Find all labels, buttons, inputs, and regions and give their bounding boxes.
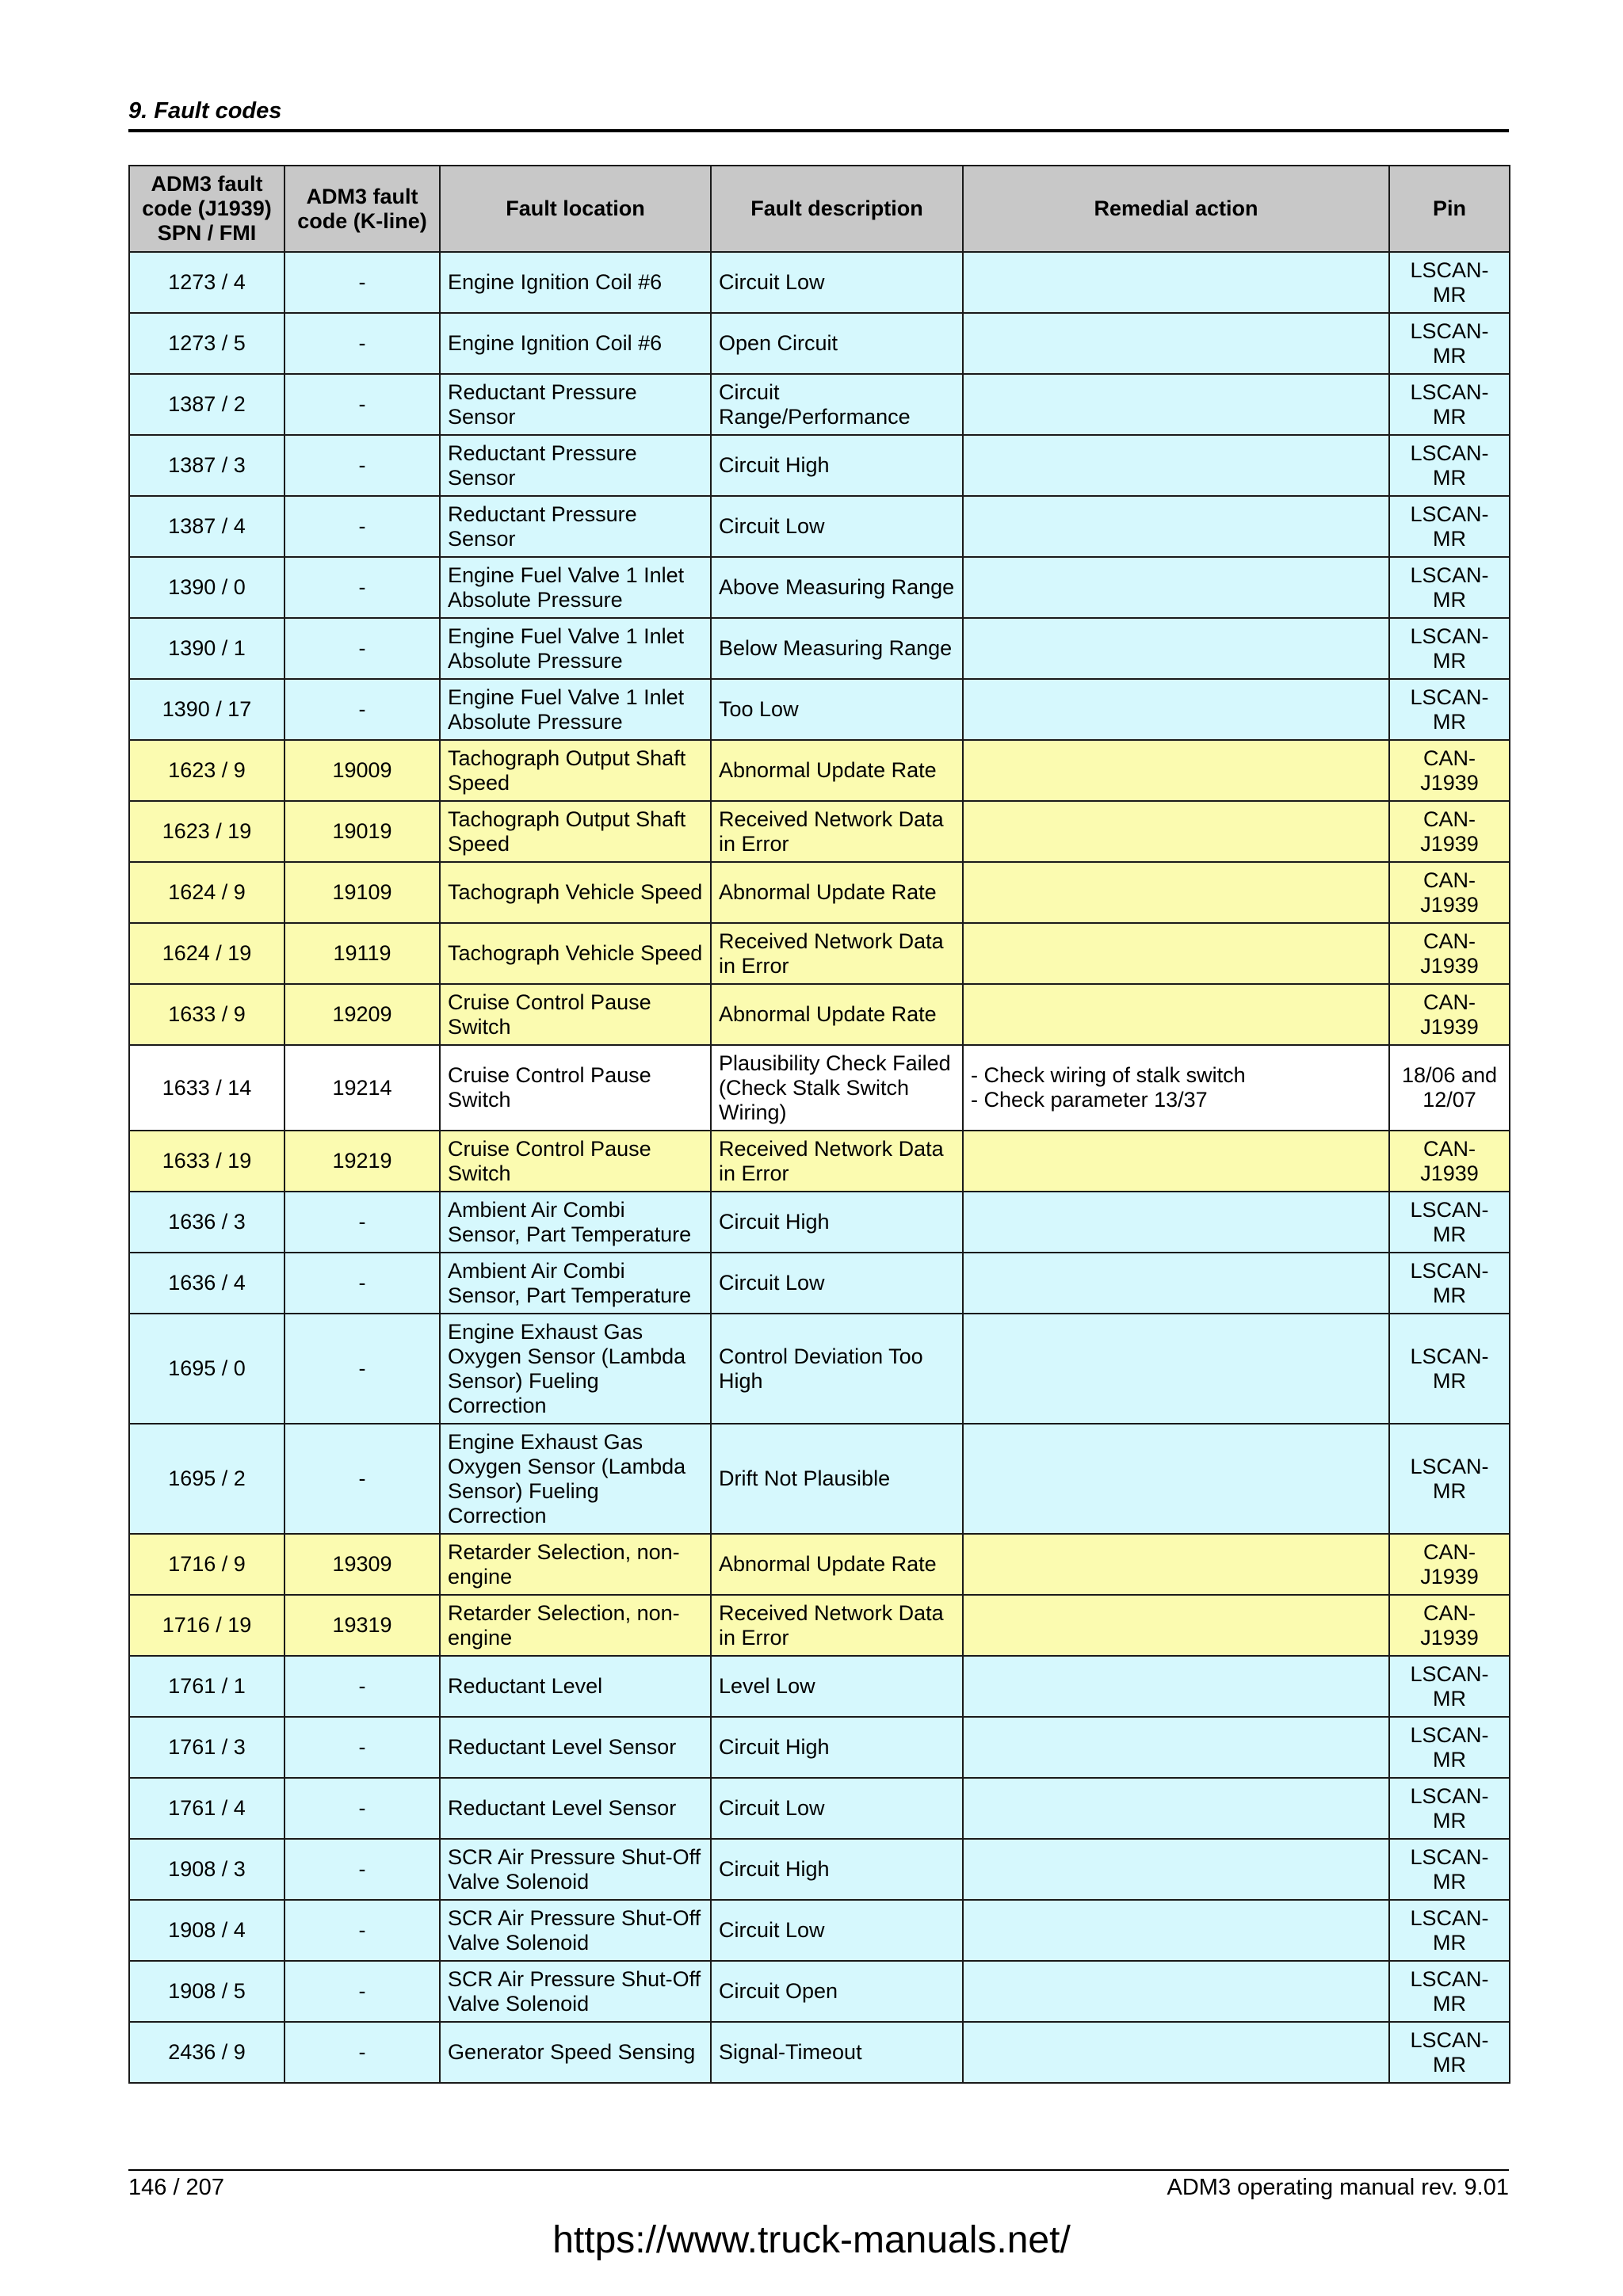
cell-fault-description: Circuit Range/Performance — [711, 374, 963, 435]
cell-fault-location: Engine Fuel Valve 1 Inlet Absolute Pressure — [440, 618, 711, 679]
cell-pin: LSCAN-MR — [1389, 679, 1510, 740]
cell-kline-code: - — [285, 1192, 440, 1253]
watermark-url: https://www.truck-manuals.net/ — [552, 2219, 1071, 2261]
cell-fault-description: Too Low — [711, 679, 963, 740]
cell-fault-location: Tachograph Output Shaft Speed — [440, 740, 711, 801]
cell-fault-location: Reductant Pressure Sensor — [440, 435, 711, 496]
cell-fault-location: Tachograph Output Shaft Speed — [440, 801, 711, 862]
cell-pin: LSCAN-MR — [1389, 1839, 1510, 1900]
cell-fault-description: Abnormal Update Rate — [711, 740, 963, 801]
table-row — [129, 557, 1510, 618]
table-row — [129, 1778, 1510, 1839]
header-fault-description: Fault description — [711, 166, 963, 252]
table-row — [129, 496, 1510, 557]
cell-pin: 18/06 and 12/07 — [1389, 1045, 1510, 1131]
cell-remedial-action — [963, 618, 1389, 679]
cell-spn-fmi: 1390 / 0 — [129, 557, 285, 618]
cell-spn-fmi: 1761 / 3 — [129, 1717, 285, 1778]
cell-fault-location: Engine Ignition Coil #6 — [440, 252, 711, 313]
cell-kline-code: 19109 — [285, 862, 440, 923]
cell-kline-code: - — [285, 252, 440, 313]
cell-pin: CAN-J1939 — [1389, 1595, 1510, 1656]
table-row — [129, 1656, 1510, 1717]
table-row — [129, 1961, 1510, 2022]
cell-fault-location: Generator Speed Sensing — [440, 2022, 711, 2083]
cell-spn-fmi: 1636 / 4 — [129, 1253, 285, 1314]
header-pin: Pin — [1389, 166, 1510, 252]
cell-fault-location: Reductant Pressure Sensor — [440, 496, 711, 557]
cell-fault-location: SCR Air Pressure Shut-Off Valve Solenoid — [440, 1839, 711, 1900]
cell-fault-description: Circuit Low — [711, 1778, 963, 1839]
cell-fault-location: Engine Ignition Coil #6 — [440, 313, 711, 374]
cell-spn-fmi: 1624 / 19 — [129, 923, 285, 984]
header-fault-location: Fault location — [440, 166, 711, 252]
cell-remedial-action — [963, 1314, 1389, 1424]
cell-pin: CAN-J1939 — [1389, 1534, 1510, 1595]
cell-pin: LSCAN-MR — [1389, 1961, 1510, 2022]
cell-kline-code: 19009 — [285, 740, 440, 801]
table-row — [129, 374, 1510, 435]
cell-pin: CAN-J1939 — [1389, 984, 1510, 1045]
cell-spn-fmi: 1908 / 5 — [129, 1961, 285, 2022]
cell-spn-fmi: 1273 / 5 — [129, 313, 285, 374]
fault-rows — [129, 252, 1510, 2083]
cell-fault-description: Signal-Timeout — [711, 2022, 963, 2083]
cell-kline-code: - — [285, 313, 440, 374]
cell-spn-fmi: 1716 / 9 — [129, 1534, 285, 1595]
cell-fault-description: Received Network Data in Error — [711, 1595, 963, 1656]
cell-pin: LSCAN-MR — [1389, 1192, 1510, 1253]
cell-remedial-action — [963, 1192, 1389, 1253]
cell-fault-location: Tachograph Vehicle Speed — [440, 923, 711, 984]
cell-spn-fmi: 1695 / 0 — [129, 1314, 285, 1424]
cell-fault-location: Ambient Air Combi Sensor, Part Temperature — [440, 1253, 711, 1314]
table-row — [129, 1253, 1510, 1314]
cell-spn-fmi: 1273 / 4 — [129, 252, 285, 313]
cell-remedial-action — [963, 1424, 1389, 1534]
table-row — [129, 1192, 1510, 1253]
table-row — [129, 252, 1510, 313]
cell-fault-description: Circuit High — [711, 1839, 963, 1900]
cell-remedial-action — [963, 313, 1389, 374]
cell-kline-code: - — [285, 1314, 440, 1424]
cell-remedial-action — [963, 496, 1389, 557]
table-row — [129, 1839, 1510, 1900]
cell-pin: CAN-J1939 — [1389, 740, 1510, 801]
cell-kline-code: - — [285, 496, 440, 557]
cell-spn-fmi: 1695 / 2 — [129, 1424, 285, 1534]
table-row — [129, 313, 1510, 374]
table-row — [129, 984, 1510, 1045]
cell-fault-description: Drift Not Plausible — [711, 1424, 963, 1534]
cell-fault-location: Retarder Selection, non-engine — [440, 1595, 711, 1656]
cell-spn-fmi: 1390 / 17 — [129, 679, 285, 740]
cell-fault-description: Received Network Data in Error — [711, 923, 963, 984]
cell-kline-code: 19309 — [285, 1534, 440, 1595]
cell-kline-code: - — [285, 435, 440, 496]
cell-spn-fmi: 1390 / 1 — [129, 618, 285, 679]
cell-remedial-action — [963, 2022, 1389, 2083]
cell-remedial-action — [963, 1534, 1389, 1595]
cell-spn-fmi: 1633 / 14 — [129, 1045, 285, 1131]
cell-kline-code: - — [285, 2022, 440, 2083]
cell-fault-location: Engine Exhaust Gas Oxygen Sensor (Lambda Sensor) Fueling Correction — [440, 1314, 711, 1424]
cell-fault-location: Cruise Control Pause Switch — [440, 984, 711, 1045]
cell-fault-description: Abnormal Update Rate — [711, 862, 963, 923]
cell-fault-description: Level Low — [711, 1656, 963, 1717]
cell-kline-code: 19209 — [285, 984, 440, 1045]
cell-remedial-action — [963, 557, 1389, 618]
cell-pin: LSCAN-MR — [1389, 2022, 1510, 2083]
cell-fault-location: Retarder Selection, non-engine — [440, 1534, 711, 1595]
cell-fault-description: Abnormal Update Rate — [711, 1534, 963, 1595]
table-row — [129, 862, 1510, 923]
cell-pin: LSCAN-MR — [1389, 313, 1510, 374]
cell-pin: CAN-J1939 — [1389, 801, 1510, 862]
cell-remedial-action — [963, 1656, 1389, 1717]
cell-pin: LSCAN-MR — [1389, 1900, 1510, 1961]
cell-kline-code: - — [285, 557, 440, 618]
cell-fault-location: Cruise Control Pause Switch — [440, 1131, 711, 1192]
cell-pin: LSCAN-MR — [1389, 252, 1510, 313]
cell-kline-code: 19319 — [285, 1595, 440, 1656]
table-row — [129, 1717, 1510, 1778]
cell-remedial-action — [963, 740, 1389, 801]
cell-fault-location: Engine Exhaust Gas Oxygen Sensor (Lambda Sensor) Fueling Correction — [440, 1424, 711, 1534]
cell-pin: LSCAN-MR — [1389, 618, 1510, 679]
cell-fault-description: Plausibility Check Failed (Check Stalk Switch Wiring) — [711, 1045, 963, 1131]
cell-pin: CAN-J1939 — [1389, 862, 1510, 923]
cell-spn-fmi: 2436 / 9 — [129, 2022, 285, 2083]
cell-fault-location: SCR Air Pressure Shut-Off Valve Solenoid — [440, 1900, 711, 1961]
cell-pin: LSCAN-MR — [1389, 1253, 1510, 1314]
cell-fault-description: Abnormal Update Rate — [711, 984, 963, 1045]
cell-fault-description: Below Measuring Range — [711, 618, 963, 679]
cell-fault-description: Circuit Low — [711, 1900, 963, 1961]
cell-fault-location: Engine Fuel Valve 1 Inlet Absolute Pressure — [440, 557, 711, 618]
page-number: 146 / 207 — [128, 2175, 224, 2200]
header-spn-fmi: ADM3 fault code (J1939) SPN / FMI — [129, 166, 285, 252]
cell-remedial-action — [963, 1131, 1389, 1192]
cell-spn-fmi: 1387 / 2 — [129, 374, 285, 435]
table-row — [129, 1595, 1510, 1656]
cell-remedial-action — [963, 1595, 1389, 1656]
cell-kline-code: - — [285, 1424, 440, 1534]
cell-fault-description: Open Circuit — [711, 313, 963, 374]
fault-codes-table — [128, 165, 1510, 2084]
cell-kline-code: 19214 — [285, 1045, 440, 1131]
cell-kline-code: - — [285, 618, 440, 679]
cell-fault-description: Received Network Data in Error — [711, 1131, 963, 1192]
cell-fault-location: SCR Air Pressure Shut-Off Valve Solenoid — [440, 1961, 711, 2022]
cell-pin: LSCAN-MR — [1389, 496, 1510, 557]
cell-remedial-action — [963, 679, 1389, 740]
cell-kline-code: - — [285, 679, 440, 740]
table-row — [129, 1900, 1510, 1961]
table-row — [129, 1424, 1510, 1534]
cell-spn-fmi: 1761 / 4 — [129, 1778, 285, 1839]
cell-kline-code: 19219 — [285, 1131, 440, 1192]
cell-kline-code: - — [285, 374, 440, 435]
section-divider — [128, 129, 1509, 132]
cell-spn-fmi: 1387 / 3 — [129, 435, 285, 496]
cell-fault-description: Circuit Open — [711, 1961, 963, 2022]
table-row — [129, 1534, 1510, 1595]
cell-pin: LSCAN-MR — [1389, 1314, 1510, 1424]
cell-fault-description: Circuit High — [711, 1192, 963, 1253]
cell-fault-description: Circuit High — [711, 1717, 963, 1778]
cell-fault-description: Circuit Low — [711, 252, 963, 313]
cell-remedial-action — [963, 923, 1389, 984]
cell-pin: LSCAN-MR — [1389, 374, 1510, 435]
table-row — [129, 1045, 1510, 1131]
cell-pin: CAN-J1939 — [1389, 1131, 1510, 1192]
table-row — [129, 679, 1510, 740]
cell-remedial-action — [963, 374, 1389, 435]
cell-fault-location: Tachograph Vehicle Speed — [440, 862, 711, 923]
table-row — [129, 435, 1510, 496]
cell-remedial-action — [963, 801, 1389, 862]
cell-spn-fmi: 1716 / 19 — [129, 1595, 285, 1656]
cell-kline-code: 19119 — [285, 923, 440, 984]
cell-remedial-action — [963, 1839, 1389, 1900]
cell-spn-fmi: 1623 / 9 — [129, 740, 285, 801]
cell-kline-code: - — [285, 1778, 440, 1839]
cell-remedial-action — [963, 984, 1389, 1045]
cell-kline-code: - — [285, 1961, 440, 2022]
cell-kline-code: - — [285, 1900, 440, 1961]
cell-pin: LSCAN-MR — [1389, 1717, 1510, 1778]
cell-remedial-action: - Check wiring of stalk switch - Check parameter 13/37 — [963, 1045, 1389, 1131]
header-remedial-action: Remedial action — [963, 166, 1389, 252]
table-row — [129, 923, 1510, 984]
cell-fault-description: Circuit Low — [711, 1253, 963, 1314]
cell-spn-fmi: 1624 / 9 — [129, 862, 285, 923]
cell-spn-fmi: 1761 / 1 — [129, 1656, 285, 1717]
cell-kline-code: - — [285, 1717, 440, 1778]
cell-kline-code: - — [285, 1656, 440, 1717]
table-row — [129, 740, 1510, 801]
table-row — [129, 618, 1510, 679]
cell-remedial-action — [963, 1900, 1389, 1961]
cell-fault-location: Reductant Level Sensor — [440, 1717, 711, 1778]
table-row — [129, 1314, 1510, 1424]
cell-kline-code: - — [285, 1253, 440, 1314]
table-row — [129, 1131, 1510, 1192]
document-title: ADM3 operating manual rev. 9.01 — [1167, 2175, 1509, 2200]
cell-pin: LSCAN-MR — [1389, 435, 1510, 496]
cell-remedial-action — [963, 1717, 1389, 1778]
cell-spn-fmi: 1623 / 19 — [129, 801, 285, 862]
cell-remedial-action — [963, 435, 1389, 496]
cell-spn-fmi: 1908 / 4 — [129, 1900, 285, 1961]
cell-pin: LSCAN-MR — [1389, 1656, 1510, 1717]
cell-remedial-action — [963, 1961, 1389, 2022]
cell-spn-fmi: 1633 / 9 — [129, 984, 285, 1045]
cell-fault-location: Reductant Pressure Sensor — [440, 374, 711, 435]
cell-fault-location: Cruise Control Pause Switch — [440, 1045, 711, 1131]
cell-remedial-action — [963, 862, 1389, 923]
cell-fault-description: Control Deviation Too High — [711, 1314, 963, 1424]
table-row — [129, 2022, 1510, 2083]
cell-fault-location: Reductant Level — [440, 1656, 711, 1717]
cell-fault-description: Circuit High — [711, 435, 963, 496]
cell-pin: LSCAN-MR — [1389, 1424, 1510, 1534]
cell-pin: LSCAN-MR — [1389, 557, 1510, 618]
cell-spn-fmi: 1387 / 4 — [129, 496, 285, 557]
cell-pin: CAN-J1939 — [1389, 923, 1510, 984]
cell-fault-location: Engine Fuel Valve 1 Inlet Absolute Pressure — [440, 679, 711, 740]
header-kline-code: ADM3 fault code (K-line) — [285, 166, 440, 252]
cell-fault-location: Reductant Level Sensor — [440, 1778, 711, 1839]
cell-spn-fmi: 1908 / 3 — [129, 1839, 285, 1900]
table-row — [129, 801, 1510, 862]
cell-fault-location: Ambient Air Combi Sensor, Part Temperature — [440, 1192, 711, 1253]
cell-kline-code: 19019 — [285, 801, 440, 862]
footer-divider — [128, 2169, 1509, 2171]
cell-fault-description: Circuit Low — [711, 496, 963, 557]
cell-remedial-action — [963, 1778, 1389, 1839]
cell-spn-fmi: 1633 / 19 — [129, 1131, 285, 1192]
cell-fault-description: Received Network Data in Error — [711, 801, 963, 862]
cell-kline-code: - — [285, 1839, 440, 1900]
cell-remedial-action — [963, 252, 1389, 313]
cell-remedial-action — [963, 1253, 1389, 1314]
cell-pin: LSCAN-MR — [1389, 1778, 1510, 1839]
cell-fault-description: Above Measuring Range — [711, 557, 963, 618]
cell-spn-fmi: 1636 / 3 — [129, 1192, 285, 1253]
section-title: 9. Fault codes — [128, 98, 282, 124]
table-header-row — [129, 166, 1510, 252]
